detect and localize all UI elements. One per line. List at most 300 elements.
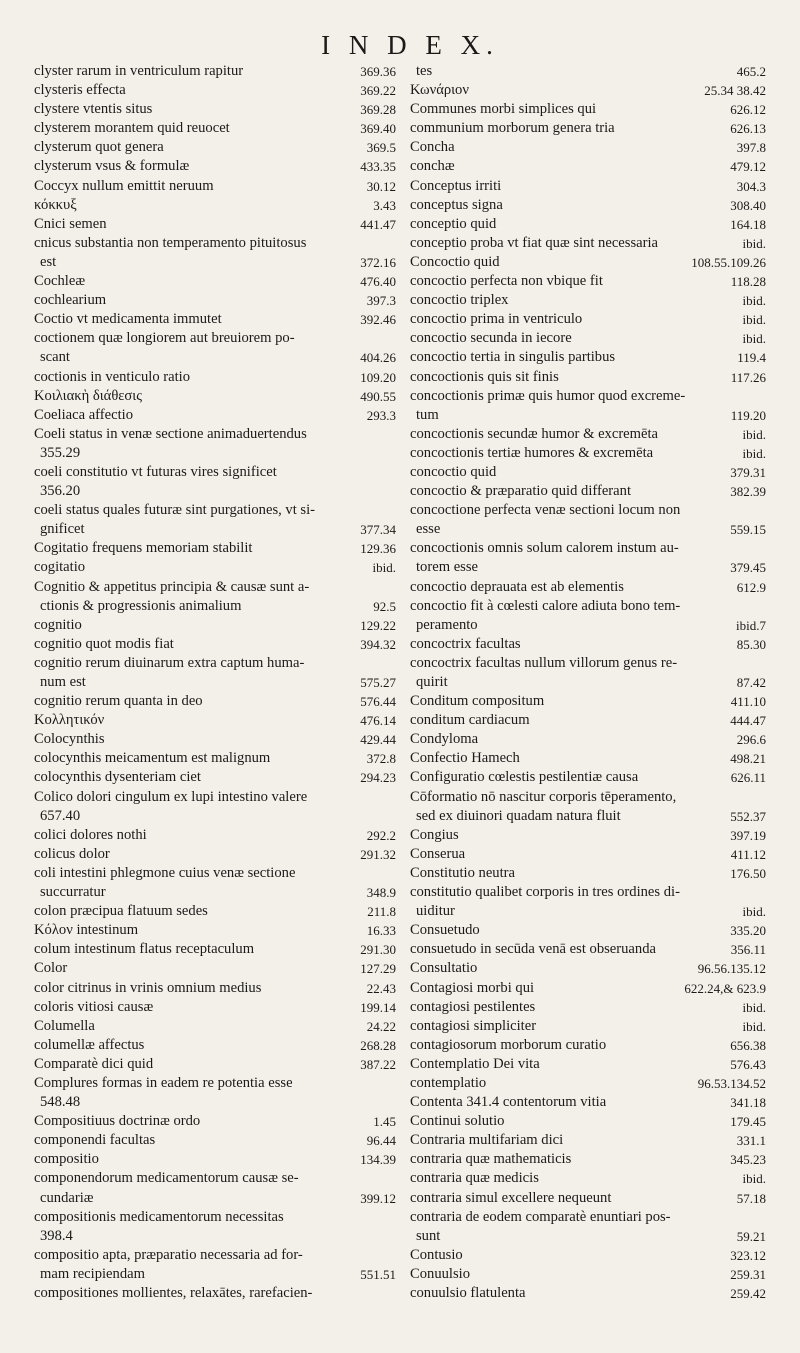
index-term: Contenta 341.4 contentorum vitia [410, 1094, 607, 1111]
index-reference: ibid. [742, 999, 766, 1015]
index-term: color citrinus in vrinis omnium medius [34, 979, 262, 996]
index-entry [34, 406, 396, 425]
index-entry [410, 1189, 766, 1208]
index-reference: 30.12 [366, 178, 396, 194]
index-reference: 498.21 [730, 751, 766, 767]
index-reference: 382.39 [730, 484, 766, 500]
index-entry [34, 998, 396, 1017]
index-entry [410, 1055, 766, 1074]
index-term: 657.40 [40, 807, 81, 824]
index-entry [410, 272, 766, 291]
index-term: concoctio quid [410, 463, 497, 480]
index-reference: 59.21 [736, 1228, 766, 1244]
index-reference: 259.31 [730, 1266, 766, 1282]
index-entry [34, 845, 396, 864]
index-term: clysterem morantem quid reuocet [34, 120, 230, 137]
index-reference: 268.28 [360, 1037, 396, 1053]
index-reference: 559.15 [730, 522, 766, 538]
index-term: Colico dolori cingulum ex lupi intestino valere [34, 788, 308, 805]
index-term: coli intestini phlegmone cuius venæ sectione [34, 864, 296, 881]
page-header [0, 30, 800, 61]
index-entry [410, 711, 766, 730]
index-entry [34, 597, 396, 616]
index-term: cognitio rerum quanta in deo [34, 693, 203, 710]
index-entry [34, 253, 396, 272]
index-term: contraria quæ medicis [410, 1170, 539, 1187]
index-entry [34, 616, 396, 635]
index-term: compositio apta, præparatio necessaria ad for- [34, 1246, 303, 1263]
index-reference: ibid. [372, 560, 396, 576]
index-entry [410, 1265, 766, 1284]
index-reference: 397.3 [366, 293, 396, 309]
index-reference: ibid. [742, 904, 766, 920]
index-term: Compositiuus doctrinæ ordo [34, 1113, 201, 1130]
index-entry [410, 1036, 766, 1055]
index-term: Coctio vt medicamenta immutet [34, 311, 222, 328]
index-term: contagiosorum morborum curatio [410, 1036, 607, 1053]
index-reference: 369.40 [360, 121, 396, 137]
index-term: contemplatio [410, 1074, 487, 1091]
index-term: concoctio deprauata est ab elementis [410, 578, 624, 595]
index-term: Comparatè dici quid [34, 1055, 154, 1072]
index-reference: 626.11 [730, 770, 766, 786]
index-term: colon præcipua flatuum sedes [34, 903, 208, 920]
index-entry [410, 215, 766, 234]
index-term: consuetudo in secūda venā est obseruanda [410, 941, 656, 958]
index-reference: ibid. [742, 445, 766, 461]
index-term: concoctio prima in ventriculo [410, 311, 583, 328]
index-entry [34, 902, 396, 921]
index-term: num est [40, 674, 86, 690]
index-reference: 129.36 [360, 541, 396, 557]
index-entry [410, 730, 766, 749]
index-term: Complures formas in eadem re potentia esse [34, 1074, 293, 1091]
index-reference: 552.37 [730, 808, 766, 824]
index-entry [410, 196, 766, 215]
index-reference: 379.31 [730, 464, 766, 480]
index-entry [410, 329, 766, 348]
index-term: Contusio [410, 1246, 463, 1263]
index-term: Conserua [410, 845, 466, 862]
index-entry [410, 979, 766, 998]
index-reference: 176.50 [730, 865, 766, 881]
index-term: torem esse [416, 559, 479, 576]
index-term: Configuratio cœlestis pestilentiæ causa [410, 769, 639, 786]
index-entry [410, 157, 766, 176]
index-reference: 127.29 [360, 961, 396, 977]
index-term: Coccyx nullum emittit neruum [34, 177, 214, 194]
index-entry [410, 558, 766, 577]
index-entry [410, 425, 766, 444]
index-reference: ibid. [742, 1018, 766, 1034]
index-term: colici dolores nothi [34, 826, 147, 843]
index-term: quirit [416, 674, 448, 690]
index-entry [34, 463, 396, 482]
index-reference: 576.43 [730, 1056, 766, 1072]
index-term: cognitio quot modis fiat [34, 635, 174, 652]
index-entry [410, 597, 766, 616]
index-reference: 164.18 [730, 216, 766, 232]
index-reference: ibid. [742, 312, 766, 328]
index-term: tes [416, 63, 433, 79]
index-entry [410, 616, 766, 635]
index-term: contagiosi simpliciter [410, 1017, 537, 1034]
index-entry [34, 157, 396, 176]
index-reference: 379.45 [730, 560, 766, 576]
index-term: Cogitatio frequens memoriam stabilit [34, 540, 253, 557]
index-entry [410, 501, 766, 520]
index-reference: 294.23 [360, 770, 396, 786]
index-term: conceptio quid [410, 215, 497, 232]
index-entry [34, 979, 396, 998]
index-reference: 479.12 [730, 159, 766, 175]
index-reference: 444.47 [730, 713, 766, 729]
index-entry [410, 1169, 766, 1188]
index-entry [34, 654, 396, 673]
left-column [34, 62, 396, 1303]
index-term: Κόλον intestinum [34, 922, 139, 939]
index-entry [410, 635, 766, 654]
index-term: κόκκυξ [34, 196, 77, 213]
index-term: Communes morbi simplices qui [410, 101, 597, 118]
index-entry [410, 482, 766, 501]
index-term: coctionem quæ longiorem aut breuiorem po- [34, 330, 295, 347]
index-term: concoctrix facultas [410, 635, 521, 652]
index-term: concoctionis omnis solum calorem instum au- [410, 540, 679, 557]
index-term: cochlearium [34, 292, 107, 309]
index-term: sunt [416, 1227, 441, 1244]
index-reference: 118.28 [730, 274, 766, 290]
index-term: concoctio & præparatio quid differant [410, 483, 632, 500]
index-reference: 85.30 [736, 636, 766, 652]
index-reference: 392.46 [360, 312, 396, 328]
index-entry [410, 578, 766, 597]
index-reference: 199.14 [360, 999, 396, 1015]
index-term: colocynthis meicamentum est malignum [34, 750, 271, 767]
index-reference: 117.26 [730, 369, 766, 385]
index-entry [410, 959, 766, 978]
index-term: Cōformatio nō nascitur corporis tēperamento, [410, 788, 677, 805]
index-term: est [40, 253, 57, 270]
index-term: concoctio secunda in iecore [410, 330, 572, 347]
index-entry [34, 329, 396, 348]
index-term: contraria de eodem comparatè enuntiari pos- [410, 1208, 671, 1225]
index-reference: 291.30 [360, 942, 396, 958]
index-term: Constitutio neutra [410, 864, 515, 881]
index-reference: 369.28 [360, 102, 396, 118]
index-reference: 397.19 [730, 827, 766, 843]
index-reference: 411.10 [730, 694, 766, 710]
index-reference: 356.11 [730, 942, 766, 958]
index-reference: ibid. [742, 293, 766, 309]
index-entry [34, 788, 396, 807]
index-term: clysterum quot genera [34, 139, 164, 156]
index-entry [410, 138, 766, 157]
index-reference: 348.9 [366, 885, 396, 901]
index-entry [410, 368, 766, 387]
index-term: contraria quæ mathematicis [410, 1151, 572, 1168]
index-term: Confectio Hamech [410, 750, 520, 767]
index-entry [34, 883, 396, 902]
index-reference: 96.44 [366, 1133, 396, 1149]
index-entry [410, 444, 766, 463]
index-entry [410, 807, 766, 826]
index-entry [410, 1017, 766, 1036]
index-entry [410, 673, 766, 692]
index-reference: 24.22 [366, 1018, 396, 1034]
index-reference: 369.22 [360, 83, 396, 99]
index-term: conditum cardiacum [410, 712, 530, 729]
index-entry [34, 635, 396, 654]
index-term: conchæ [410, 158, 455, 175]
index-term: Κολλητικόν [34, 712, 105, 729]
index-reference: 377.34 [360, 522, 396, 538]
index-entry [410, 940, 766, 959]
index-term: Contraria multifariam dici [410, 1132, 564, 1149]
index-reference: 179.45 [730, 1114, 766, 1130]
index-entry [410, 902, 766, 921]
index-term: Consuetudo [410, 922, 480, 939]
index-entry [410, 177, 766, 196]
index-term: concoctio tertia in singulis partibus [410, 349, 616, 366]
index-entry [34, 1265, 396, 1284]
index-entry [410, 1227, 766, 1246]
index-entry [34, 291, 396, 310]
index-term: Concoctio quid [410, 253, 500, 270]
index-term: peramento [416, 616, 478, 633]
index-entry [410, 62, 766, 81]
index-term: tum [416, 406, 439, 423]
index-term: concoctionis quis sit finis [410, 368, 559, 385]
index-term: concoctio triplex [410, 292, 509, 309]
index-reference: 387.22 [360, 1056, 396, 1072]
index-entry [34, 539, 396, 558]
index-entry [410, 234, 766, 253]
index-entry [34, 864, 396, 883]
index-term: clystere vtentis situs [34, 101, 153, 118]
index-term: conuulsio flatulenta [410, 1285, 526, 1301]
index-entry [410, 253, 766, 272]
index-entry [34, 196, 396, 215]
index-term: communium morborum genera tria [410, 120, 615, 137]
index-reference: 575.27 [360, 675, 396, 690]
index-term: Cnici semen [34, 215, 107, 232]
index-entry [34, 310, 396, 329]
index-reference: ibid. [742, 331, 766, 347]
index-reference: 25.34 38.42 [704, 83, 766, 99]
index-term: Conceptus irriti [410, 177, 502, 194]
index-reference: ibid. [742, 1171, 766, 1187]
index-term: Columella [34, 1017, 95, 1034]
index-reference: 656.38 [730, 1037, 766, 1053]
index-reference: 372.16 [360, 254, 396, 270]
index-term: uiditur [416, 903, 455, 920]
index-term: Conditum compositum [410, 693, 545, 710]
index-reference: 433.35 [360, 159, 396, 175]
index-term: cognitio rerum diuinarum extra captum huma- [34, 654, 305, 671]
index-entry [34, 482, 396, 501]
index-reference: 465.2 [736, 64, 766, 79]
index-reference: 119.4 [737, 350, 766, 366]
index-entry [34, 520, 396, 539]
index-reference: 96.56.135.12 [697, 961, 766, 977]
index-entry [34, 730, 396, 749]
index-reference: 293.3 [366, 407, 396, 423]
index-term: cnicus substantia non temperamento pituitosus [34, 234, 307, 251]
index-entry [34, 138, 396, 157]
index-term: concoctrix facultas nullum villorum genus re- [410, 654, 678, 671]
index-entry [410, 998, 766, 1017]
index-entry [34, 119, 396, 138]
index-term: conceptus signa [410, 196, 503, 213]
index-term: concoctionis secundæ humor & excremēta [410, 425, 659, 442]
index-entry [410, 864, 766, 883]
index-term: compositiones mollientes, relaxātes, rarefacien- [34, 1285, 313, 1301]
index-term: concoctio perfecta non vbique fit [410, 273, 603, 290]
index-reference: 87.42 [736, 675, 766, 690]
index-term: clysterum vsus & formulæ [34, 158, 190, 175]
index-entry [410, 1208, 766, 1227]
index-entry [34, 578, 396, 597]
index-entry [34, 100, 396, 119]
index-reference: 3.43 [373, 197, 396, 213]
index-reference: 369.5 [366, 140, 396, 156]
index-term: contagiosi pestilentes [410, 998, 536, 1015]
index-entry [410, 119, 766, 138]
index-term: concoctionis primæ quis humor quod excreme- [410, 387, 686, 404]
index-reference: 490.55 [360, 388, 396, 404]
index-reference: 211.8 [367, 904, 396, 920]
index-term: Colocynthis [34, 731, 105, 748]
index-reference: 119.20 [730, 407, 766, 423]
index-reference: ibid.7 [736, 617, 766, 633]
index-entry [410, 826, 766, 845]
index-entry [34, 959, 396, 978]
index-term: compositio [34, 1151, 99, 1168]
index-term: Color [34, 960, 68, 977]
index-term: Congius [410, 826, 459, 843]
index-reference: 476.40 [360, 274, 396, 290]
index-entry [410, 788, 766, 807]
index-entry [410, 1131, 766, 1150]
index-entry [34, 1227, 396, 1246]
index-title: I N D E X. [321, 30, 499, 60]
index-reference: 476.14 [360, 713, 396, 729]
index-term: compositionis medicamentorum necessitas [34, 1208, 284, 1225]
index-entry [410, 100, 766, 119]
index-reference: 576.44 [360, 694, 396, 710]
index-term: mam recipiendam [40, 1265, 145, 1282]
index-term: Contagiosi morbi qui [410, 979, 535, 996]
index-reference: 109.20 [360, 369, 396, 385]
index-entry [410, 1093, 766, 1112]
index-entry [34, 1093, 396, 1112]
index-entry [410, 768, 766, 787]
index-term: Cognitio & appetitus principia & causæ sunt a- [34, 578, 310, 595]
index-term: constitutio qualibet corporis in tres ordines di- [410, 884, 680, 901]
index-term: colicus dolor [34, 845, 110, 862]
index-entry [34, 826, 396, 845]
index-term: concoctio fit à cœlesti calore adiuta bono tem- [410, 597, 681, 614]
index-entry [34, 348, 396, 367]
index-term: coloris vitiosi causæ [34, 998, 154, 1015]
index-entry [410, 1074, 766, 1093]
index-entry [34, 1074, 396, 1093]
index-reference: 57.18 [736, 1190, 766, 1206]
index-entry [34, 444, 396, 463]
index-term: Κοιλιακὴ διάθεσις [34, 387, 143, 404]
index-reference: 622.24,& 623.9 [684, 980, 766, 996]
index-entry [34, 692, 396, 711]
index-term: Contemplatio Dei vita [410, 1055, 540, 1072]
index-entry [410, 692, 766, 711]
index-reference: 96.53.134.52 [697, 1075, 766, 1091]
index-entry [410, 749, 766, 768]
index-entry [410, 921, 766, 940]
index-entry [34, 425, 396, 444]
index-entry [34, 272, 396, 291]
index-term: colocynthis dysenteriam ciet [34, 769, 201, 786]
index-term: componendi facultas [34, 1132, 156, 1149]
index-entry [410, 845, 766, 864]
index-entry [410, 520, 766, 539]
index-reference: 134.39 [360, 1152, 396, 1168]
index-reference: 612.9 [736, 579, 766, 595]
index-term: Concha [410, 139, 455, 156]
index-term: coeli status quales futuræ sint purgationes, vt si- [34, 502, 316, 519]
index-term: coeli constitutio vt futuras vires significet [34, 463, 277, 480]
index-entry [410, 1284, 766, 1303]
index-entry [410, 406, 766, 425]
index-reference: 92.5 [373, 598, 396, 614]
index-entry [34, 807, 396, 826]
index-reference: 296.6 [736, 732, 766, 748]
index-term: columellæ affectus [34, 1036, 145, 1053]
index-entry [34, 215, 396, 234]
index-entry [34, 62, 396, 81]
index-term: gnificet [40, 521, 85, 538]
index-term: esse [416, 521, 441, 538]
index-reference: 308.40 [730, 197, 766, 213]
index-term: concoctionis tertiæ humores & excremēta [410, 444, 654, 461]
index-term: conceptio proba vt fiat quæ sint necessaria [410, 234, 659, 251]
index-reference: 399.12 [360, 1190, 396, 1206]
index-entry [34, 768, 396, 787]
index-term: Κωνάριον [410, 82, 469, 99]
index-entry [34, 1169, 396, 1188]
index-entry [410, 387, 766, 406]
index-entry [34, 749, 396, 768]
index-entry [410, 463, 766, 482]
index-reference: ibid. [742, 426, 766, 442]
index-entry [410, 539, 766, 558]
index-term: sed ex diuinori quadam natura fluit [416, 807, 621, 824]
index-term: 548.48 [40, 1094, 81, 1111]
index-entry [34, 81, 396, 100]
index-entry [410, 1150, 766, 1169]
index-term: colum intestinum flatus receptaculum [34, 941, 255, 958]
index-term: ctionis & progressionis animalium [40, 597, 242, 614]
index-entry [34, 1208, 396, 1227]
index-entry [34, 1189, 396, 1208]
index-term: cognitio [34, 616, 82, 633]
index-term: scant [40, 349, 70, 366]
index-reference: 16.33 [366, 923, 396, 939]
index-term: concoctione perfecta venæ sectioni locum non [410, 502, 681, 519]
index-reference: 345.23 [730, 1152, 766, 1168]
index-entry [34, 673, 396, 692]
index-reference: ibid. [742, 235, 766, 251]
